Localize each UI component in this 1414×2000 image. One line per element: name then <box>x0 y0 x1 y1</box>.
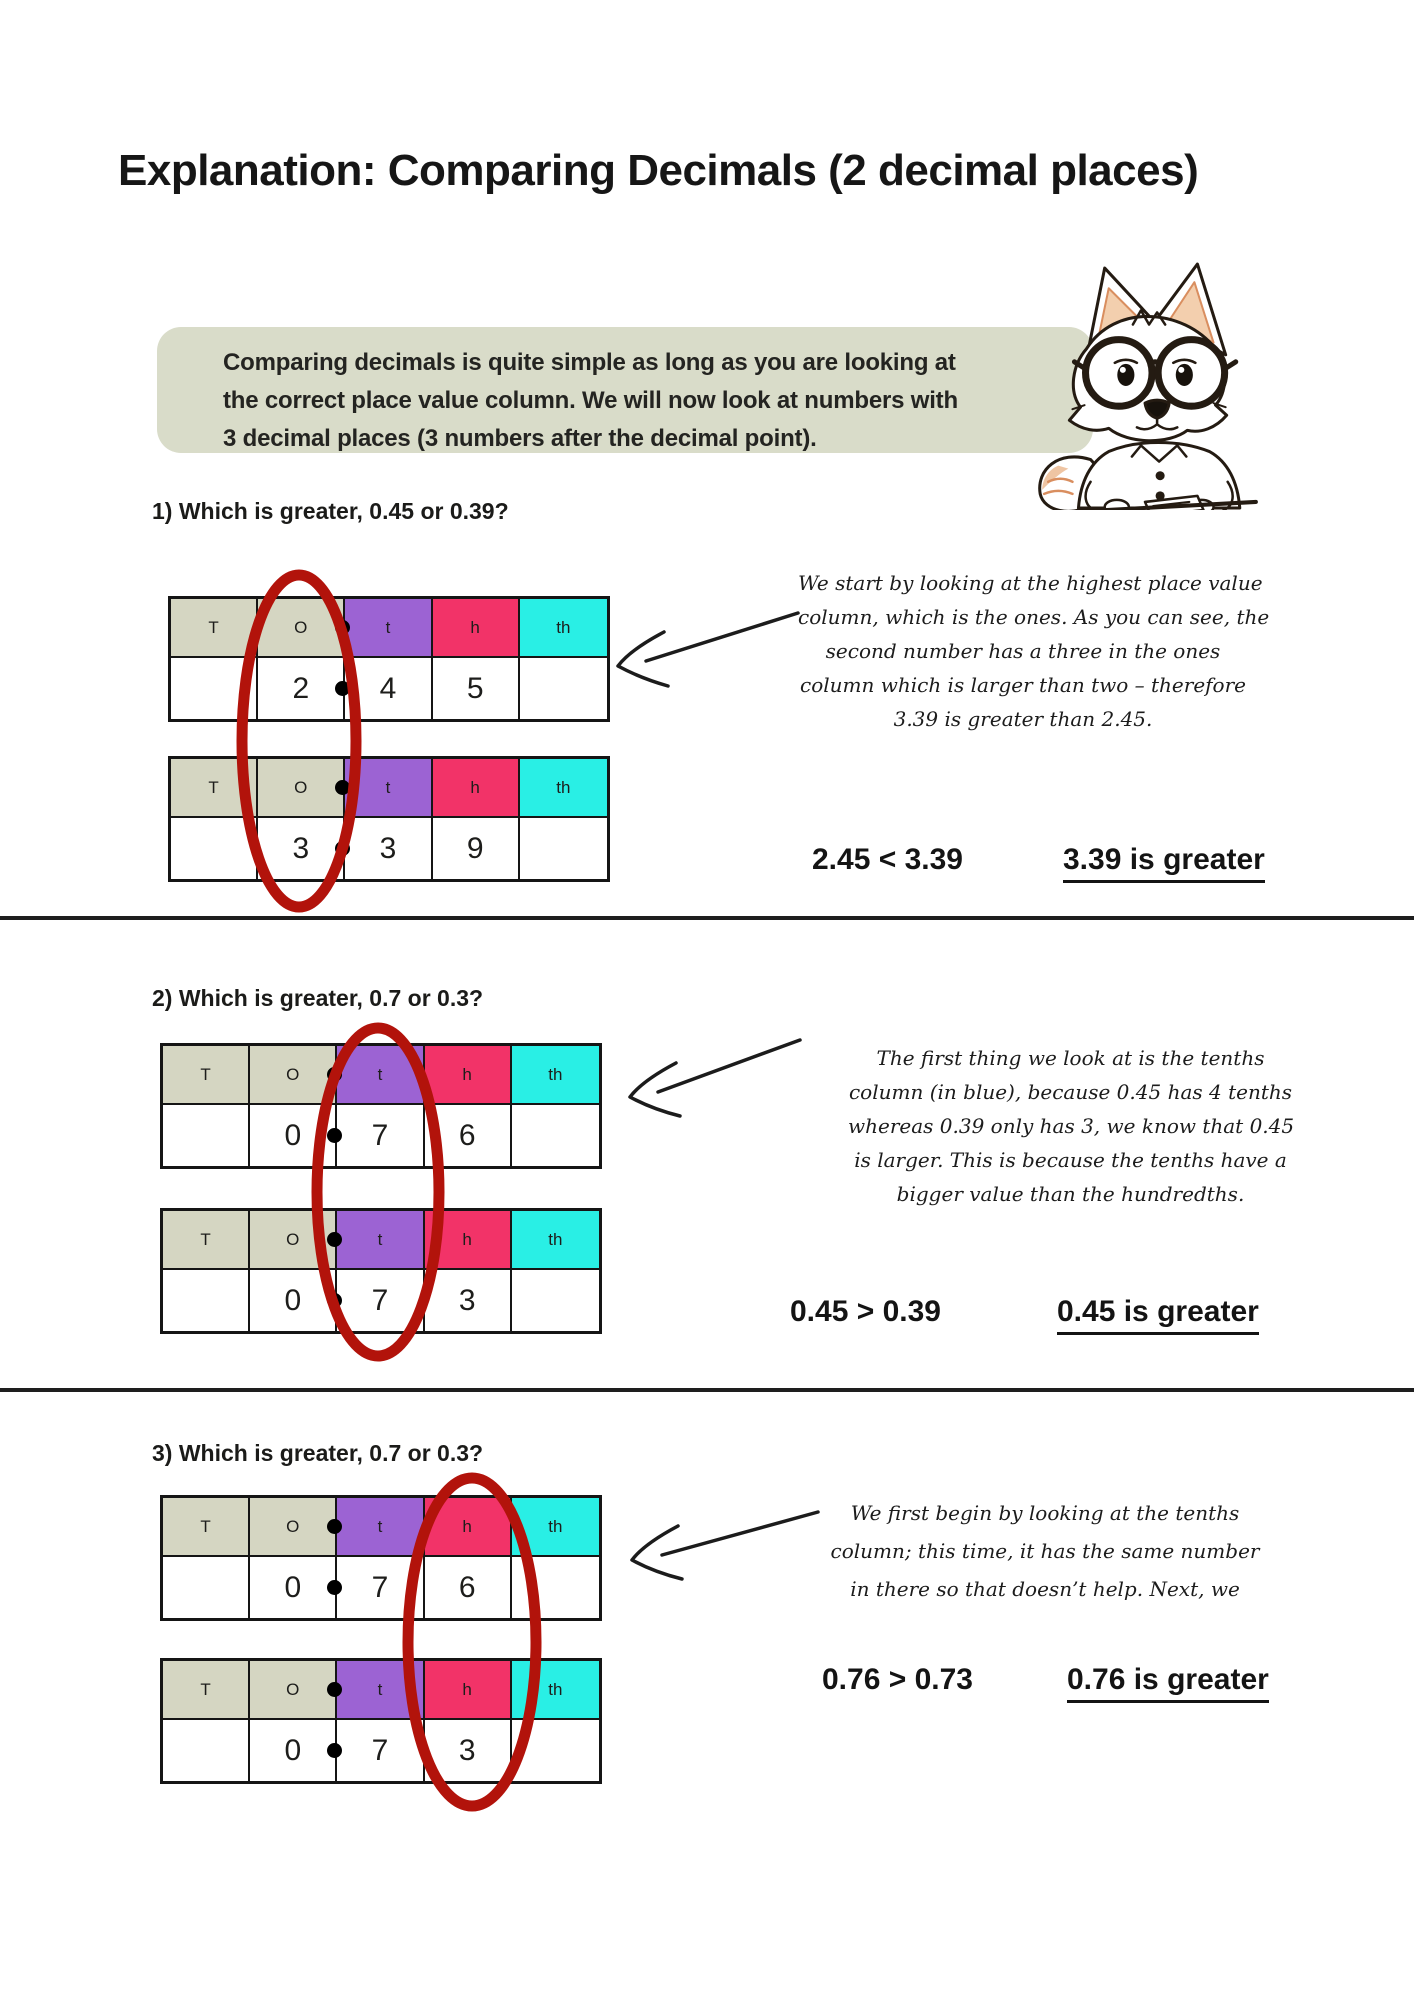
note-line: in there so that doesn’t help. Next, we <box>850 1577 1240 1601</box>
question-2: 2) Which is greater, 0.7 or 0.3? <box>152 985 484 1011</box>
page-title: Explanation: Comparing Decimals (2 decimal places) <box>118 146 1199 195</box>
place-value-table-3-bottom <box>160 1658 602 1784</box>
answer-statement-3: 0.76 is greater <box>1067 1663 1269 1703</box>
decimal-point <box>335 681 350 696</box>
value-cell: 3 <box>345 818 432 879</box>
value-cell <box>512 1557 599 1618</box>
note-line: The first thing we look at is the tenths <box>876 1046 1265 1070</box>
answer-statement-1: 3.39 is greater <box>1063 843 1265 883</box>
value-cell: 0 <box>250 1557 337 1618</box>
decimal-point <box>327 1128 342 1143</box>
header-cell-hundredths: h <box>425 1046 512 1105</box>
header-cell-tens: T <box>163 1661 250 1720</box>
decimal-point <box>335 780 350 795</box>
header-cell-tenths: t <box>337 1661 424 1720</box>
header-cell-tenths: t <box>337 1046 424 1105</box>
decimal-point <box>327 1743 342 1758</box>
header-cell-tenths: t <box>337 1498 424 1557</box>
value-cell: 3 <box>425 1270 512 1331</box>
header-cell-ones: O <box>250 1498 337 1557</box>
value-cell <box>520 818 607 879</box>
question-3: 3) Which is greater, 0.7 or 0.3? <box>152 1440 484 1466</box>
value-cell <box>520 658 607 719</box>
value-cell <box>171 658 258 719</box>
header-cell-thousandths: th <box>512 1498 599 1557</box>
note-line: We first begin by looking at the tenths <box>850 1501 1240 1525</box>
header-cell-tens: T <box>171 759 258 818</box>
fox-eye <box>1117 364 1134 386</box>
note-line: is larger. This is because the tenths have a <box>854 1148 1287 1172</box>
section-divider <box>0 916 1414 920</box>
place-value-table-3-top <box>160 1495 602 1621</box>
comparison-statement-3: 0.76 > 0.73 <box>822 1663 973 1696</box>
value-cell <box>512 1105 599 1166</box>
header-cell-tens: T <box>163 1498 250 1557</box>
header-cell-tenths: t <box>345 759 432 818</box>
note-line: column, which is the ones. As you can see, the <box>798 605 1270 629</box>
header-cell-hundredths: h <box>433 599 520 658</box>
value-cell: 0 <box>250 1270 337 1331</box>
value-cell <box>512 1270 599 1331</box>
place-value-table-2-bottom <box>160 1208 602 1334</box>
value-cell: 6 <box>425 1557 512 1618</box>
decimal-point <box>335 841 350 856</box>
note-line: whereas 0.39 only has 3, we know that 0.45 <box>848 1114 1295 1138</box>
header-cell-tens: T <box>163 1046 250 1105</box>
intro-text-line: 3 decimal places (3 numbers after the decimal point). <box>223 425 817 452</box>
value-cell: 9 <box>433 818 520 879</box>
header-cell-hundredths: h <box>425 1498 512 1557</box>
header-cell-hundredths: h <box>425 1661 512 1720</box>
decimal-point <box>327 1067 342 1082</box>
value-cell <box>163 1557 250 1618</box>
decimal-point <box>327 1580 342 1595</box>
note-line: column; this time, it has the same number <box>830 1539 1260 1563</box>
value-cell: 3 <box>258 818 345 879</box>
value-cell: 5 <box>433 658 520 719</box>
intro-text-line: Comparing decimals is quite simple as long as you are looking at <box>223 349 956 376</box>
value-cell <box>512 1720 599 1781</box>
header-cell-tens: T <box>171 599 258 658</box>
value-cell: 7 <box>337 1105 424 1166</box>
place-value-table-2-top <box>160 1043 602 1169</box>
header-cell-tens: T <box>163 1211 250 1270</box>
note-line: column (in blue), because 0.45 has 4 tenths <box>848 1080 1293 1104</box>
value-cell: 4 <box>345 658 432 719</box>
note-line: column which is larger than two – therefore <box>800 673 1246 697</box>
comparison-statement-2: 0.45 > 0.39 <box>790 1295 941 1328</box>
header-cell-hundredths: h <box>425 1211 512 1270</box>
note-line: 3.39 is greater than 2.45. <box>893 707 1153 731</box>
value-cell <box>163 1720 250 1781</box>
section-divider <box>0 1388 1414 1392</box>
answer-statement-2: 0.45 is greater <box>1057 1295 1259 1335</box>
explanation-note-2 <box>848 1041 1293 1211</box>
header-cell-ones: O <box>250 1046 337 1105</box>
place-value-table-1-top <box>168 596 610 722</box>
value-cell: 2 <box>258 658 345 719</box>
value-cell: 3 <box>425 1720 512 1781</box>
question-1: 1) Which is greater, 0.45 or 0.39? <box>152 498 509 524</box>
hand-drawn-arrow-2 <box>630 1040 800 1116</box>
value-cell: 0 <box>250 1720 337 1781</box>
explanation-note-1 <box>798 566 1270 736</box>
header-cell-thousandths: th <box>512 1211 599 1270</box>
decimal-point <box>327 1293 342 1308</box>
explanation-note-3 <box>815 1494 1275 1608</box>
fox-eye <box>1176 364 1193 386</box>
header-cell-ones: O <box>258 759 345 818</box>
value-cell <box>163 1270 250 1331</box>
place-value-table-1-bottom <box>168 756 610 882</box>
header-cell-tenths: t <box>337 1211 424 1270</box>
header-cell-ones: O <box>258 599 345 658</box>
value-cell: 7 <box>337 1720 424 1781</box>
intro-text-line: the correct place value column. We will now look at numbers with <box>223 387 958 414</box>
hand-drawn-arrow-3 <box>632 1512 818 1579</box>
value-cell <box>171 818 258 879</box>
header-cell-thousandths: th <box>520 759 607 818</box>
value-cell: 7 <box>337 1557 424 1618</box>
hand-drawn-arrow-1 <box>618 613 798 686</box>
value-cell: 7 <box>337 1270 424 1331</box>
decimal-point <box>335 620 350 635</box>
decimal-point <box>327 1519 342 1534</box>
value-cell: 6 <box>425 1105 512 1166</box>
value-cell: 0 <box>250 1105 337 1166</box>
header-cell-thousandths: th <box>520 599 607 658</box>
note-line: second number has a three in the ones <box>825 639 1221 663</box>
fox-illustration <box>1028 258 1260 510</box>
decimal-point <box>327 1232 342 1247</box>
comparison-statement-1: 2.45 < 3.39 <box>812 843 963 876</box>
header-cell-thousandths: th <box>512 1046 599 1105</box>
note-line: We start by looking at the highest place value <box>798 571 1263 595</box>
decimal-point <box>327 1682 342 1697</box>
header-cell-ones: O <box>250 1661 337 1720</box>
value-cell <box>163 1105 250 1166</box>
header-cell-hundredths: h <box>433 759 520 818</box>
note-line: bigger value than the hundredths. <box>896 1182 1245 1206</box>
header-cell-ones: O <box>250 1211 337 1270</box>
header-cell-tenths: t <box>345 599 432 658</box>
header-cell-thousandths: th <box>512 1661 599 1720</box>
intro-callout <box>157 327 1093 453</box>
